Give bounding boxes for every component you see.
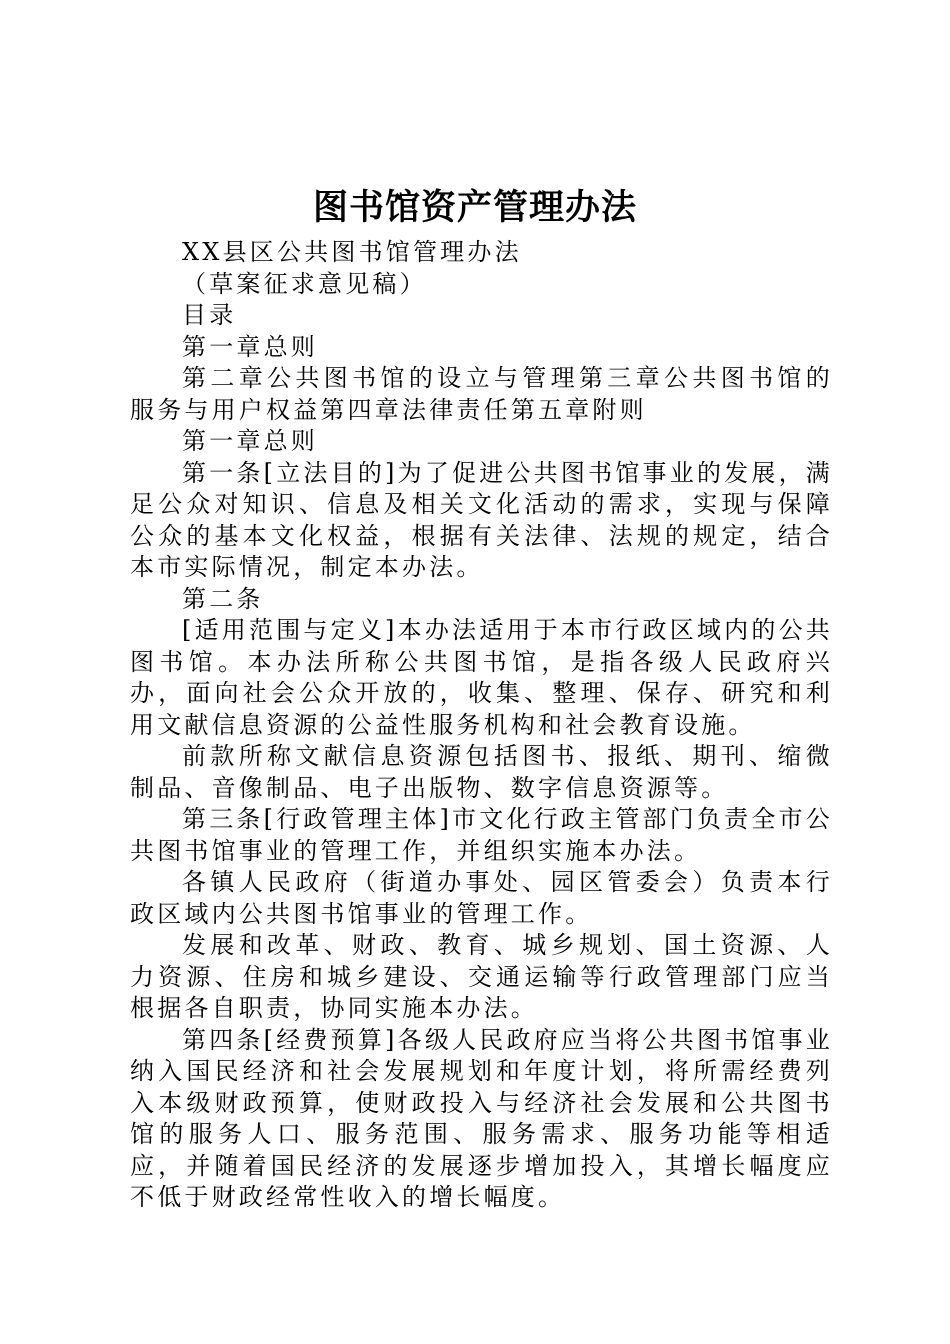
paragraph-toc-label: 目录 [182, 301, 237, 329]
paragraph-chapter-1-heading: 第一章总则 [182, 427, 318, 455]
paragraph-toc-chapters: 第二章公共图书馆的设立与管理第三章公共图书馆的服务与用户权益第四章法律责任第五章附则 [130, 364, 833, 424]
paragraph-toc-chapter-1: 第一章总则 [182, 332, 318, 361]
paragraph-article-3-clause-2: 各镇人民政府（街道办事处、园区管委会）负责本行政区域内公共图书馆事业的管理工作。 [130, 868, 833, 928]
document-title: 图书馆资产管理办法 [312, 187, 637, 228]
paragraph-draft-note: （草案征求意见稿） [182, 269, 427, 298]
paragraph-article-2: [适用范围与定义]本办法适用于本市行政区域内的公共图书馆。本办法所称公共图书馆，是指各级人民政府兴办，面向社会公众开放的，收集、整理、保存、研究和利用文献信息资源的公益性服务机构和社会教育设施。 [130, 616, 833, 739]
paragraph-article-2-label: 第二条 [182, 584, 264, 613]
paragraph-article-4: 第四条[经费预算]各级人民政府应当将公共图书馆事业纳入国民经济和社会发展规划和年度计划，将所需经费列入本级财政预算，使财政投入与经济社会发展和公共图书馆的服务人口、服务范围、服务需求、服务功能等相适应，并随着国民经济的发展逐步增加投入，其增长幅度应不低于财政经常性收入的增长幅度。 [130, 1025, 833, 1211]
paragraph-article-2-clause: 前款所称文献信息资源包括图书、报纸、期刊、缩微制品、音像制品、电子出版物、数字信息资源等。 [130, 742, 833, 802]
document-body [130, 237, 833, 1214]
paragraph-heading: XX县区公共图书馆管理办法 [182, 238, 522, 266]
paragraph-article-3-clause-3: 发展和改革、财政、教育、城乡规划、国土资源、人力资源、住房和城乡建设、交通运输等行政管理部门应当根据各自职责，协同实施本办法。 [130, 931, 833, 1022]
paragraph-article-3: 第三条[行政管理主体]市文化行政主管部门负责全市公共图书馆事业的管理工作，并组织实施本办法。 [130, 805, 833, 865]
paragraph-article-1: 第一条[立法目的]为了促进公共图书馆事业的发展，满足公众对知识、信息及相关文化活动的需求，实现与保障公众的基本文化权益，根据有关法律、法规的规定，结合本市实际情况，制定本办法。 [130, 458, 833, 581]
